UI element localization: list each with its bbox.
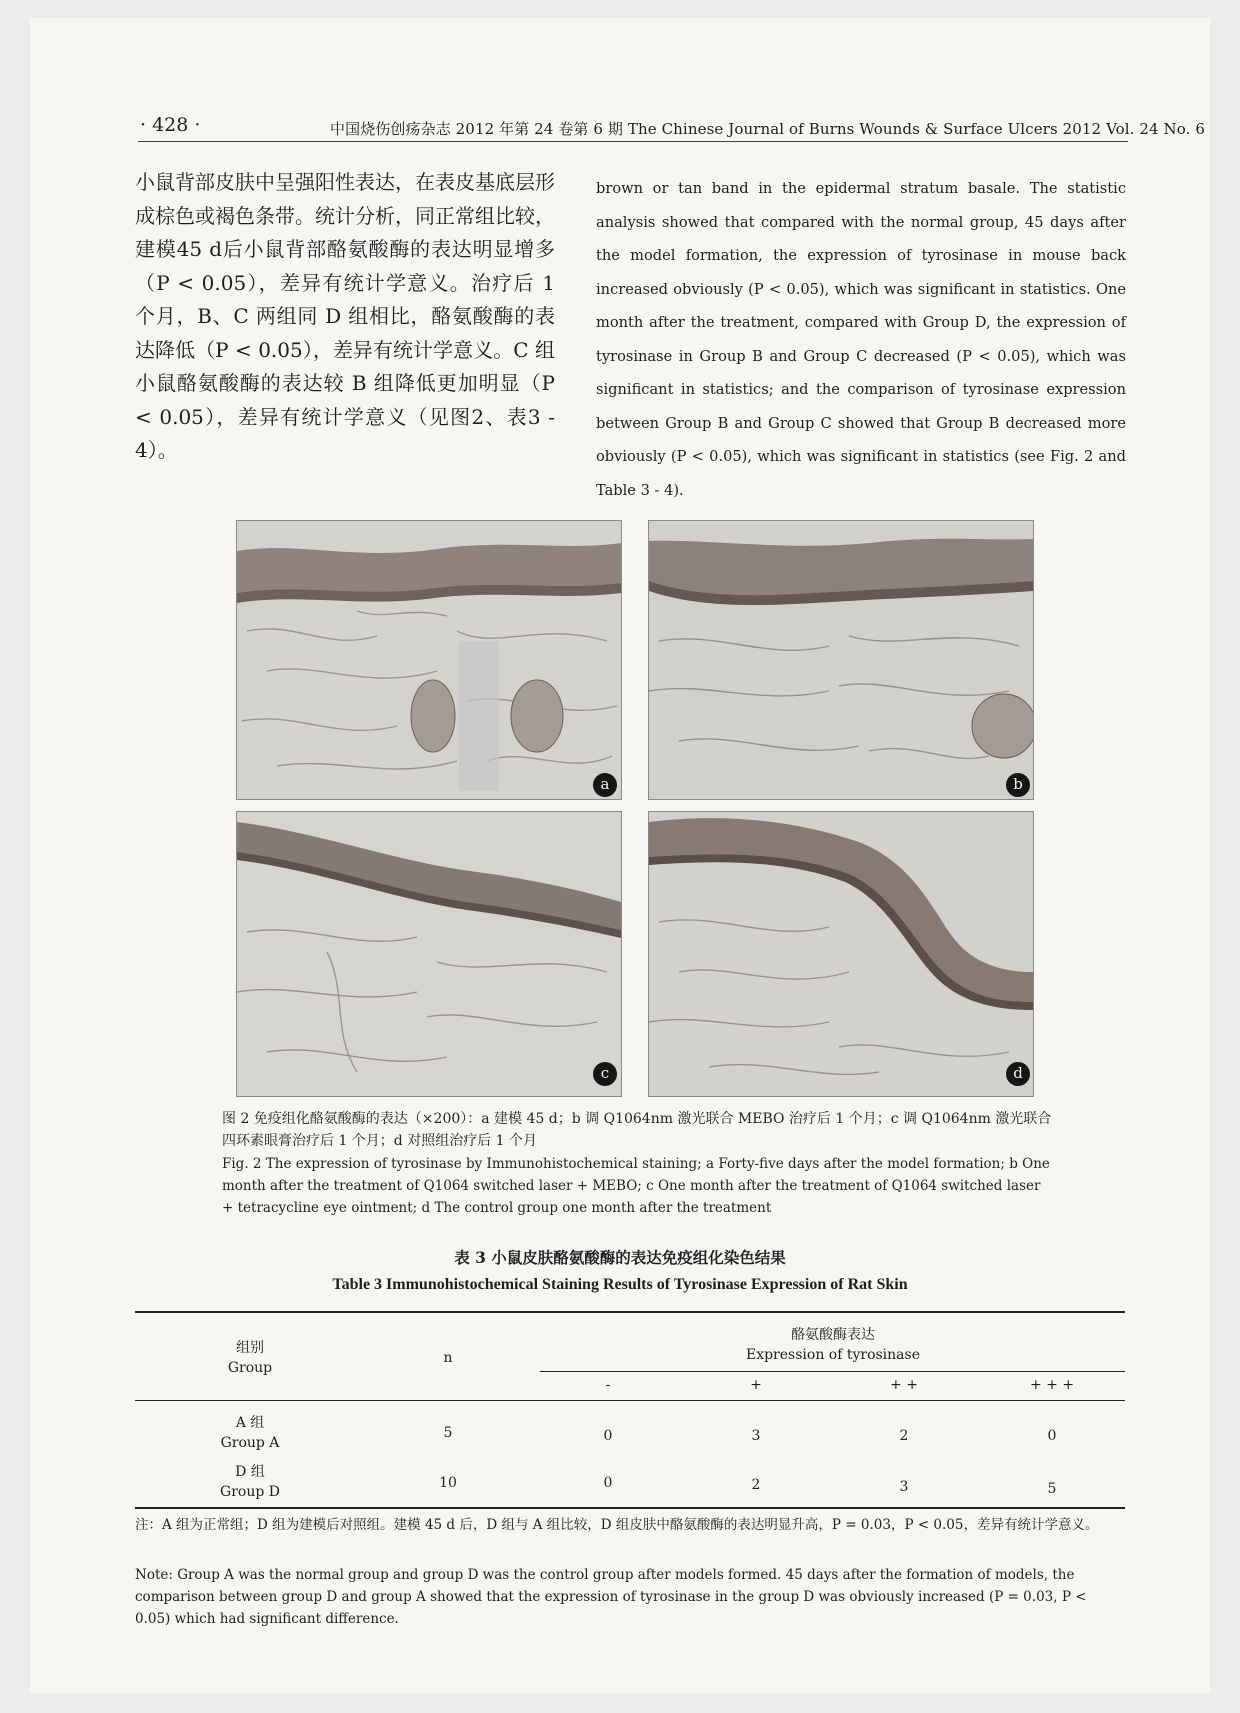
body-text-english: brown or tan band in the epidermal stratum basale. The statistic analysis showed that compared with the normal group, 45 days after the model formation, the expression of tyrosinase in mouse back increased obviously (P < 0.05), which was significant in statistics. One month after the treatment, compared with Group D, the expression of tyrosinase in Group B and Group C decreased (P < 0.05), which was significant in statistics; and the comparison of tyrosinase expression between Group B and Group C showed that Group B decreased more obviously (P < 0.05), which was significant in statistics (see Fig. 2 and Table 3 - 4). [596,180,1126,499]
panel-label-a: a [593,773,617,797]
row-d-level-3: 5 [1047,1481,1057,1497]
row-d-level-2: 3 [899,1479,909,1495]
table-title-english: Table 3 Immunohistochemical Staining Results of Tyrosinase Expression of Rat Skin [332,1276,908,1293]
micrograph-image-b [649,521,1033,799]
journal-header: 中国烧伤创疡杂志 2012 年第 24 卷第 6 期 The Chinese Journal of Burns Wounds & Surface Ulcers 2012 Vol. 24 No. 6 [330,120,1206,138]
table-subheader-rule [540,1371,1125,1372]
header-level-1: + [750,1377,762,1393]
header-expression-en: Expression of tyrosinase [745,1347,920,1363]
figure-caption-english: Fig. 2 The expression of tyrosinase by Immunohistochemical staining; a Forty-five days after the model formation; b One month after the treatment of Q1064 switched laser + MEBO; c One month after the treatment of Q1064 switched laser + tetracycline eye ointment; d The control group one month after the treatment [222,1156,1050,1216]
header-group-cn: 组别 [236,1340,264,1356]
figure-caption-chinese: 图 2 免疫组化酪氨酸酶的表达（×200）：a 建模 45 d；b 调 Q1064nm 激光联合 MEBO 治疗后 1 个月；c 调 Q1064nm 激光联合四环素眼膏治疗后 1 个月；d 对照组治疗后 1 个月 [222,1111,1052,1149]
header-level-0: - [605,1377,611,1393]
row-a-group-cn: A 组 [235,1415,265,1431]
body-text-chinese: 小鼠背部皮肤中呈强阳性表达，在表皮基底层形成棕色或褐色条带。统计分析，同正常组比较，建模45 d后小鼠背部酪氨酸酶的表达明显增多（P < 0.05），差异有统计学意义。治疗后 1 个月，B、C 两组同 D 组相比，酪氨酸酶的表达降低（P < 0.05），差异有统计学意义。C 组小鼠酪氨酸酶的表达较 B 组降低更加明显（P < 0.05），差异有统计学意义（见图2、表3 - 4）。 [135,170,555,462]
micrograph-panel-a [236,520,622,800]
micrograph-panel-c [236,811,622,1097]
header-n: n [443,1350,453,1366]
micrograph-panel-b [648,520,1034,800]
row-a-group-en: Group A [220,1435,280,1451]
micrograph-image-d [649,812,1033,1096]
row-d-group-en: Group D [220,1484,280,1500]
micrograph-image-c [237,812,621,1096]
table-note-english: Note: Group A was the normal group and group D was the control group after models formed. 45 days after the formation of models, the comparison between group D and group A showed that the expression of tyrosinase in the group D was obviously increased (P = 0.03, P < 0.05) which had significant difference. [135,1567,1087,1627]
header-level-2: + + [890,1377,918,1393]
row-d-group-cn: D 组 [235,1464,265,1480]
table-header-rule [135,1400,1125,1401]
micrograph-panel-d [648,811,1034,1097]
row-a-level-0: 0 [603,1428,613,1444]
row-d-level-1: 2 [751,1477,761,1493]
page-number: · 428 · [140,114,201,136]
row-a-level-1: 3 [751,1428,761,1444]
header-group-en: Group [227,1360,273,1376]
panel-label-d: d [1006,1062,1030,1086]
table-title-chinese: 表 3 小鼠皮肤酪氨酸酶的表达免疫组化染色结果 [454,1248,786,1267]
row-a-level-2: 2 [899,1428,909,1444]
micrograph-image-a [237,521,621,799]
header-rule [138,141,1128,142]
header-expression-cn: 酪氨酸酶表达 [791,1327,875,1343]
panel-label-c: c [593,1062,617,1086]
table-bottom-rule [135,1507,1125,1509]
row-d-level-0: 0 [603,1475,613,1491]
figure-2 [236,520,1032,1095]
row-a-level-3: 0 [1047,1428,1057,1444]
row-d-n: 10 [439,1475,457,1491]
panel-label-b: b [1006,773,1030,797]
row-a-n: 5 [443,1425,453,1441]
header-level-3: + + + [1029,1377,1075,1393]
table-note-chinese: 注：A 组为正常组；D 组为建模后对照组。建模 45 d 后，D 组与 A 组比较，D 组皮肤中酪氨酸酶的表达明显升高，P = 0.03，P < 0.05，差异有统计学意义。 [135,1517,1099,1533]
table-top-rule [135,1311,1125,1313]
